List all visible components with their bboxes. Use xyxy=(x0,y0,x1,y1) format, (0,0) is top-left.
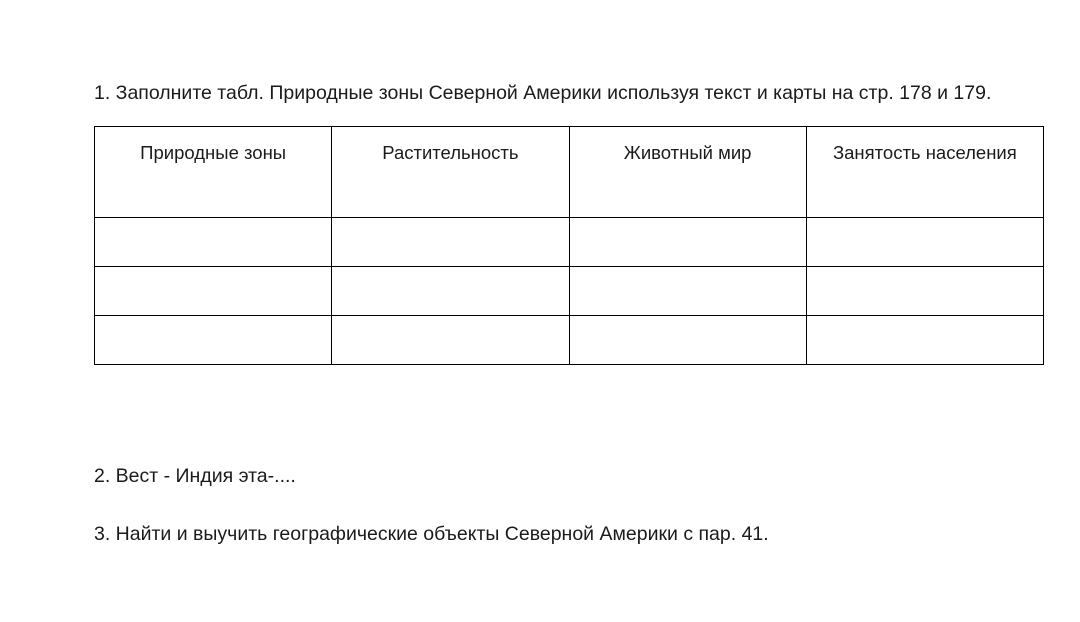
table-header-cell-vegetation: Растительность xyxy=(332,127,569,218)
table-cell[interactable] xyxy=(806,316,1043,365)
vertical-spacer xyxy=(94,365,1032,461)
natural-zones-table xyxy=(94,126,1044,365)
table-cell[interactable] xyxy=(332,267,569,316)
table-cell[interactable] xyxy=(569,316,806,365)
table-header-cell-animal-world: Животный мир xyxy=(569,127,806,218)
table-cell[interactable] xyxy=(95,218,332,267)
task-3-text: 3. Найти и выучить географические объекты Северной Америки с пар. 41. xyxy=(94,523,769,545)
table-cell[interactable] xyxy=(806,267,1043,316)
table-cell[interactable] xyxy=(95,267,332,316)
table-header-cell-natural-zones: Природные зоны xyxy=(95,127,332,218)
table-cell[interactable] xyxy=(95,316,332,365)
table-row xyxy=(95,316,1044,365)
table-row xyxy=(95,218,1044,267)
table-cell[interactable] xyxy=(332,218,569,267)
table-cell[interactable] xyxy=(569,267,806,316)
task-2-text: 2. Вест - Индия эта-.... xyxy=(94,465,296,487)
table-cell[interactable] xyxy=(806,218,1043,267)
table-cell[interactable] xyxy=(569,218,806,267)
table-cell[interactable] xyxy=(332,316,569,365)
table-header-cell-population-employment: Занятость населения xyxy=(806,127,1043,218)
table-header-row xyxy=(95,127,1044,218)
task-1-text: 1. Заполните табл. Природные зоны Северной Америки используя текст и карты на стр. 178 и 179. xyxy=(94,82,992,104)
table-row xyxy=(95,267,1044,316)
